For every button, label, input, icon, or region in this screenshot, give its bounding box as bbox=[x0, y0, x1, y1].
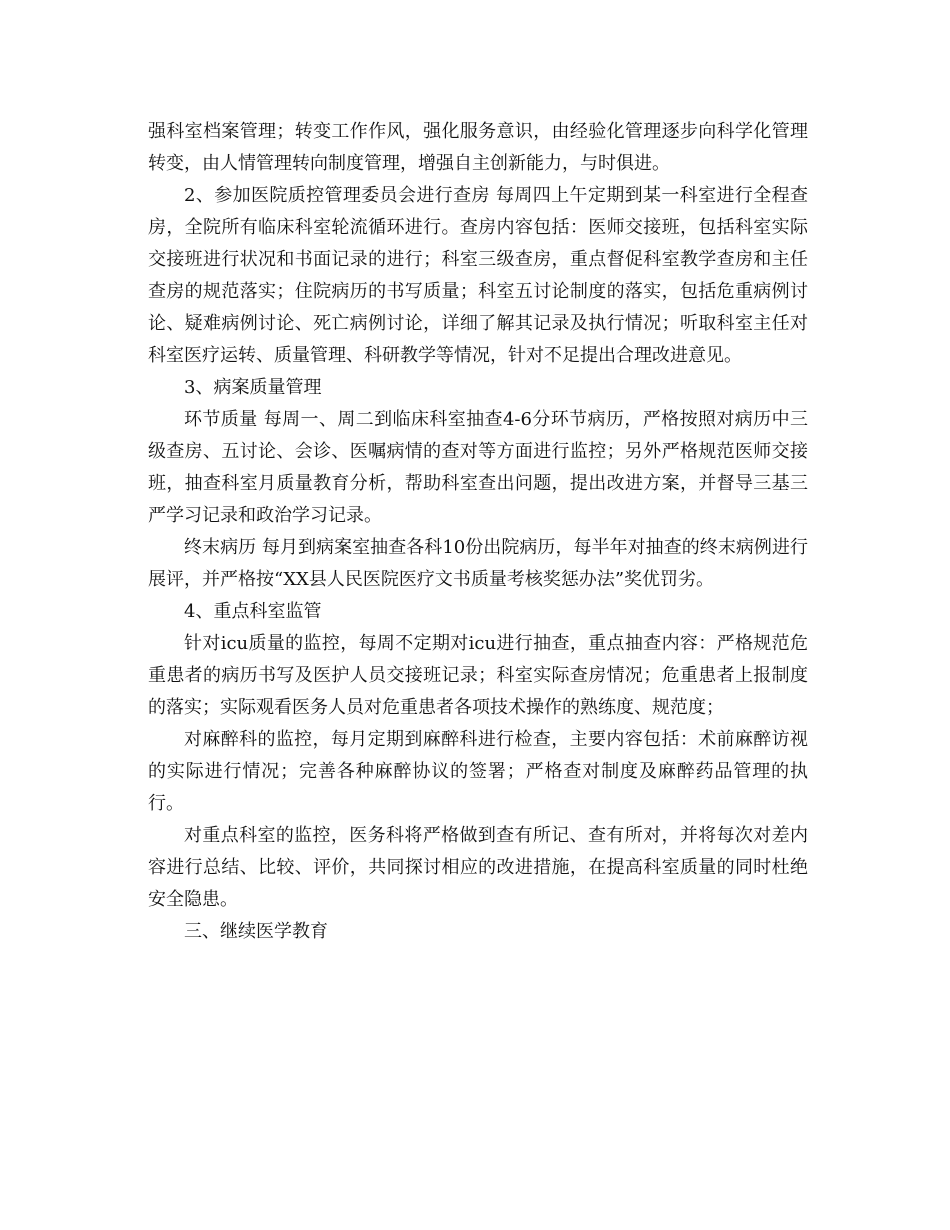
heading-key-department-supervision: 4、重点科室监管 bbox=[184, 601, 322, 622]
paragraph-key-department-summary: 对重点科室的监控，医务科将严格做到查有所记、查有所对，并将每次对差内容进行总结、比较、评价，共同探讨相应的改进措施，在提高科室质量的同时杜绝安全隐患。 bbox=[148, 825, 808, 910]
heading-medical-record-quality: 3、病案质量管理 bbox=[184, 377, 322, 398]
paragraph-icu-monitoring: 针对icu质量的监控，每周不定期对icu进行抽查，重点抽查内容：严格规范危重患者的病历书写及医护人员交接班记录；科室实际查房情况；危重患者上报制度的落实；实际观看医务人员对危重患者各项技术操作的熟练度、规范度； bbox=[148, 633, 808, 718]
paragraph-process-quality: 环节质量 每周一、周二到临床科室抽查4-6分环节病历，严格按照对病历中三级查房、五讨论、会诊、医嘱病情的查对等方面进行监控；另外严格规范医师交接班，抽查科室月质量教育分析，帮助科室查出问题，提出改进方案，并督导三基三严学习记录和政治学习记录。 bbox=[148, 409, 808, 526]
paragraph-ward-rounds: 2、参加医院质控管理委员会进行查房 每周四上午定期到某一科室进行全程查房，全院所有临床科室轮流循环进行。查房内容包括：医师交接班，包括科室实际交接班进行状况和书面记录的进行；科室三级查房，重点督促科室教学查房和主任查房的规范落实；住院病历的书写质量；科室五讨论制度的落实，包括危重病例讨论、疑难病例讨论、死亡病例讨论，详细了解其记录及执行情况；听取科室主任对科室医疗运转、质量管理、科研教学等情况，针对不足提出合理改进意见。 bbox=[148, 185, 808, 366]
paragraph-anesthesia-monitoring: 对麻醉科的监控，每月定期到麻醉科进行检查，主要内容包括：术前麻醉访视的实际进行情况；完善各种麻醉协议的签署；严格查对制度及麻醉药品管理的执行。 bbox=[148, 729, 808, 814]
paragraph-archive-management: 强科室档案管理；转变工作作风，强化服务意识，由经验化管理逐步向科学化管理转变，由人情管理转向制度管理，增强自主创新能力，与时俱进。 bbox=[148, 121, 808, 174]
document-page bbox=[148, 116, 808, 948]
heading-continuing-education: 三、继续医学教育 bbox=[184, 921, 328, 942]
paragraph-final-records: 终末病历 每月到病案室抽查各科10份出院病历，每半年对抽查的终末病例进行展评，并严格按“XX县人民医院医疗文书质量考核奖惩办法”奖优罚劣。 bbox=[148, 537, 808, 590]
